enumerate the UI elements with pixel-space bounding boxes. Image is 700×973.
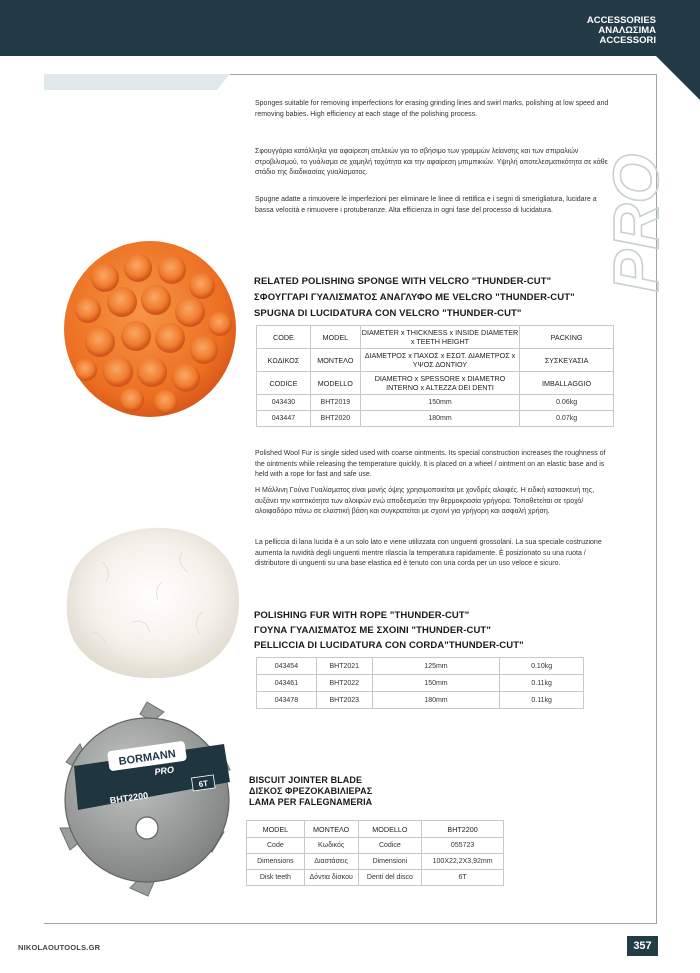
section-title-it: ACCESSORI bbox=[599, 35, 656, 46]
fur-title-en: POLISHING FUR WITH ROPE "THUNDER-CUT" bbox=[254, 610, 470, 621]
table-cell: 6T bbox=[422, 870, 504, 886]
blade-label-model: BHT2200 bbox=[109, 790, 149, 806]
table-cell: Κωδικός bbox=[304, 838, 358, 854]
table-cell: 0.10kg bbox=[500, 658, 584, 675]
intro-text-it: Spugne adatte a rimuovere le imperfezioni per eliminare le linee di rettifica e i segni di smerigliatura, lucidare a bassa velocità e rimuovere i protuberanze. Alta efficienza in ogni fase del processo di lucidatura. bbox=[255, 196, 597, 214]
table-cell: 0.07kg bbox=[520, 411, 614, 427]
table-header: DIAMETER x THICKNESS x INSIDE DIAMETER x TEETH HEIGHT bbox=[360, 326, 519, 349]
table-cell: 100X22,2X3,92mm bbox=[422, 854, 504, 870]
table-header: MODEL bbox=[310, 326, 360, 349]
table-header: CODICE bbox=[257, 372, 311, 395]
blade-header-row bbox=[247, 821, 504, 838]
section-title bbox=[587, 16, 656, 46]
table-cell: 043454 bbox=[257, 658, 317, 675]
blade-label-teeth: 6T bbox=[198, 778, 209, 790]
table-cell: Codice bbox=[358, 838, 422, 854]
table-row bbox=[247, 870, 504, 886]
table-row bbox=[257, 692, 584, 709]
table-header: MODELLO bbox=[310, 372, 360, 395]
table-cell: BHT2023 bbox=[316, 692, 372, 709]
sponge-header-row-en bbox=[257, 326, 614, 349]
blade-title-en: BISCUIT JOINTER BLADE bbox=[249, 775, 363, 785]
table-cell: BHT2020 bbox=[310, 411, 360, 427]
section-title-en: ACCESSORIES bbox=[586, 15, 656, 26]
table-cell: 180mm bbox=[360, 411, 519, 427]
table-cell: Dimensions bbox=[247, 854, 305, 870]
sponge-header-row-it bbox=[257, 372, 614, 395]
pro-watermark-text: PRO bbox=[600, 153, 672, 293]
table-cell: BHT2021 bbox=[316, 658, 372, 675]
intro-text-en: Sponges suitable for removing imperfections for erasing grinding lines and swirl marks, polishing at low speed and removing babies. High efficiency at each stage of the polishing process. bbox=[255, 100, 609, 118]
polishing-sponge-image bbox=[60, 238, 240, 420]
table-cell: 043478 bbox=[257, 692, 317, 709]
header-corner-wedge bbox=[590, 56, 700, 100]
table-cell: 125mm bbox=[372, 658, 500, 675]
table-cell: 055723 bbox=[422, 838, 504, 854]
table-cell: 043461 bbox=[257, 675, 317, 692]
fur-text-gr: Η Μάλλινη Γούνα Γυαλίσματος είναι μονής όψης χρησιμοποιείται με χονδρές αλοιφές. Η ειδική κατασκευή της, αυξάνει την κοπτικότητα των αλοιφών ενώ αποδεσμεύει την θερμοκρασία γρήγορα. Τοποθετείται σε τροχό/αλοιφαδόρο πάνω σε ελαστική βάση και συγκρατείται με σχοινί για γρήγορη και ασφαλή χρήση. bbox=[255, 487, 595, 515]
table-header: ΔΙΑΜΕΤΡΟΣ x ΠΑΧΟΣ x ΕΣΩΤ. ΔΙΑΜΕΤΡΟΣ x ΥΨΟΣ ΔΟΝΤΙΟΥ bbox=[360, 349, 519, 372]
table-cell: 150mm bbox=[360, 395, 519, 411]
table-header: PACKING bbox=[520, 326, 614, 349]
sponge-title-it: SPUGNA DI LUCIDATURA CON VELCRO "THUNDER-CUT" bbox=[254, 308, 522, 319]
table-cell: BHT2019 bbox=[310, 395, 360, 411]
table-header: ΜΟΝΤΕΛΟ bbox=[310, 349, 360, 372]
table-cell: 043447 bbox=[257, 411, 311, 427]
table-row bbox=[257, 675, 584, 692]
table-row bbox=[257, 395, 614, 411]
sponge-header-row-gr bbox=[257, 349, 614, 372]
blade-label-sub: PRO bbox=[153, 764, 175, 778]
table-header: CODE bbox=[257, 326, 311, 349]
table-cell: 180mm bbox=[372, 692, 500, 709]
fur-title-it: PELLICCIA DI LUCIDATURA CON CORDA"THUNDER-CUT" bbox=[254, 640, 524, 651]
table-header: ΜΟΝΤΕΛΟ bbox=[304, 821, 358, 838]
blade-spec-table bbox=[246, 820, 504, 886]
table-cell: 043430 bbox=[257, 395, 311, 411]
table-header: MODELLO bbox=[358, 821, 422, 838]
page-number: 357 bbox=[627, 936, 658, 956]
frame-line-top bbox=[230, 74, 656, 75]
table-header: ΚΩΔΙΚΟΣ bbox=[257, 349, 311, 372]
blade-label-brand: BORMANN bbox=[117, 748, 177, 768]
table-cell: 0.11kg bbox=[500, 692, 584, 709]
table-row bbox=[247, 838, 504, 854]
fur-text-it: La pelliccia di lana lucida è a un solo lato e viene utilizzata con unguenti grossolani. La sua speciale costruzione aumenta la ruvidità degli unguenti mentre rilascia la temperatura rapidamente. È posizionato su una ruota / distributore di unguenti su una base elastica ed è tenuto con una corda per un uso veloce e sicuro. bbox=[255, 539, 602, 567]
frame-tab bbox=[44, 74, 230, 90]
sponge-spec-table bbox=[256, 325, 614, 427]
blade-title-it: LAMA PER FALEGNAMERIA bbox=[249, 797, 373, 807]
table-header: IMBALLAGGIO bbox=[520, 372, 614, 395]
table-cell: Denti del disco bbox=[358, 870, 422, 886]
table-header: MODEL bbox=[247, 821, 305, 838]
footer-website: NIKOLAOUTOOLS.GR bbox=[18, 943, 101, 952]
table-cell: BHT2022 bbox=[316, 675, 372, 692]
table-cell: 0.11kg bbox=[500, 675, 584, 692]
biscuit-blade-image bbox=[52, 700, 242, 900]
sponge-title-en: RELATED POLISHING SPONGE WITH VELCRO "THUNDER-CUT" bbox=[254, 276, 552, 287]
table-cell: Δόντια δίσκου bbox=[304, 870, 358, 886]
table-row bbox=[257, 658, 584, 675]
table-cell: Code bbox=[247, 838, 305, 854]
fur-spec-table bbox=[256, 657, 584, 709]
table-cell: 150mm bbox=[372, 675, 500, 692]
table-header: DIAMETRO x SPESSORE x DIAMETRO INTERNO x ALTEZZA DEI DENTI bbox=[360, 372, 519, 395]
frame-line-bottom bbox=[44, 923, 656, 924]
table-cell: Dimensioni bbox=[358, 854, 422, 870]
table-header: BHT2200 bbox=[422, 821, 504, 838]
table-cell: 0.06kg bbox=[520, 395, 614, 411]
section-title-gr: ΑΝΑΛΩΣΙΜΑ bbox=[598, 25, 656, 36]
sponge-title-gr: ΣΦΟΥΓΓΑΡΙ ΓΥΑΛΙΣΜΑΤΟΣ ΑΝΑΓΛΥΦΟ ΜΕ VELCRO "THUNDER-CUT" bbox=[254, 292, 575, 303]
table-row bbox=[247, 854, 504, 870]
table-cell: Διαστάσεις bbox=[304, 854, 358, 870]
blade-title-gr: ΔΙΣΚΟΣ ΦΡΕΖΟΚΑΒΙΛΙΕΡΑΣ bbox=[249, 786, 373, 796]
fur-title-gr: ΓΟΥΝΑ ΓΥΑΛΙΣΜΑΤΟΣ ΜΕ ΣΧΟΙΝΙ "THUNDER-CUT" bbox=[254, 625, 491, 636]
table-header: ΣΥΣΚΕΥΑΣΙΑ bbox=[520, 349, 614, 372]
table-row bbox=[257, 411, 614, 427]
intro-text-gr: Σφουγγάρια κατάλληλα για αφαίρεση ατελειών για το σβήσιμο των γραμμών λείανσης και των σπιραλιών στροβιλισμού, το γυάλισμα σε χαμηλή ταχύτητα και την αφαίρεση μπιμπικιών. Υψηλή αποτελεσματικότητα σε κάθε στάδιο της διαδικασίας γυαλίσματος. bbox=[255, 148, 608, 176]
polishing-fur-image bbox=[62, 522, 244, 682]
fur-text-en: Polished Wool Fur is single sided used with coarse ointments. Its special construction increases the roughness of the ointments while releasing the temperature quickly. It is placed on a wheel / ointment on an elastic base and is held with a rope for fast and safe use. bbox=[255, 450, 606, 478]
table-cell: Disk teeth bbox=[247, 870, 305, 886]
